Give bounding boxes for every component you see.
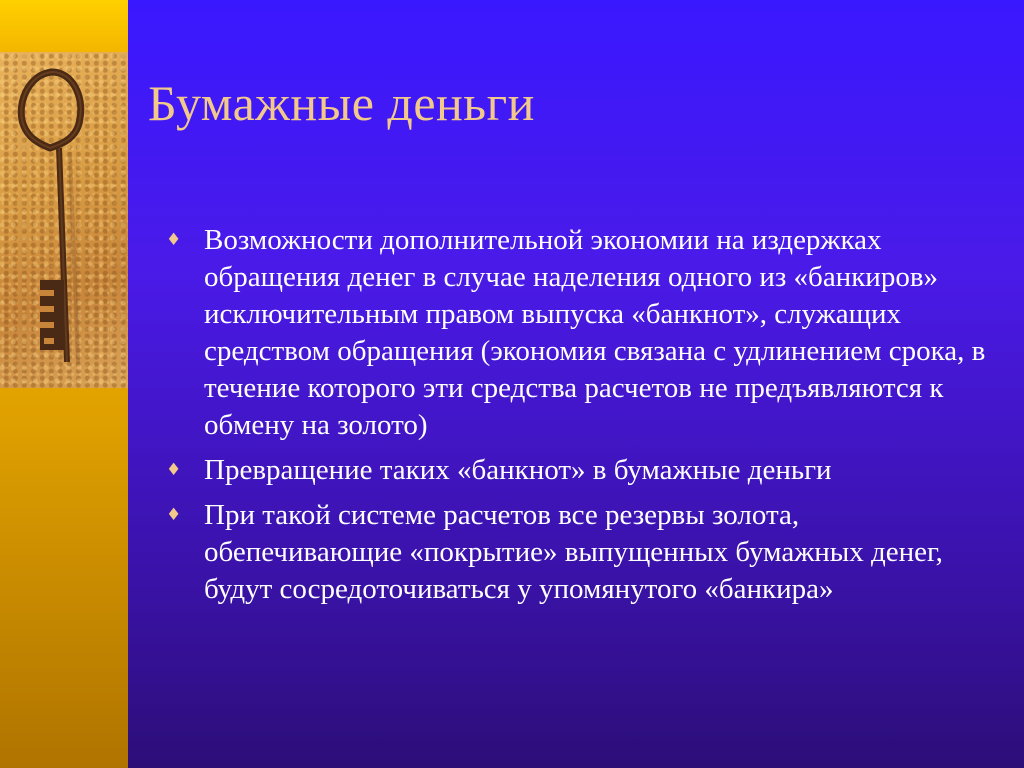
diamond-bullet-icon: ♦ [166,230,182,250]
bullet-text: При такой системе расчетов все резервы золота, обепечивающие «покрытие» выпущенных бумажных денег, будут сосредоточиваться у упомянутого «банкира» [204,499,943,605]
bullet-list [166,222,986,616]
bullet-text: Возможности дополнительной экономии на издержках обращения денег в случае наделения одного из «банкиров» исключительным правом выпуска «банкнот», служащих средством обращения (экономия связана с удлинением срока, в течение которого эти средства расчетов не предъявляются к обмену на золото) [204,224,986,441]
bullet-item [166,452,986,489]
strip-top-band [0,0,128,52]
diamond-bullet-icon: ♦ [166,460,182,480]
slide-title: Бумажные деньги [148,75,535,131]
bullet-text: Превращение таких «банкнот» в бумажные деньги [204,454,832,486]
bullet-item [166,222,986,444]
key-icon [0,52,128,388]
diamond-bullet-icon: ♦ [166,505,182,525]
old-key-photo [0,52,128,388]
left-decor-strip [0,0,128,768]
bullet-item [166,497,986,608]
